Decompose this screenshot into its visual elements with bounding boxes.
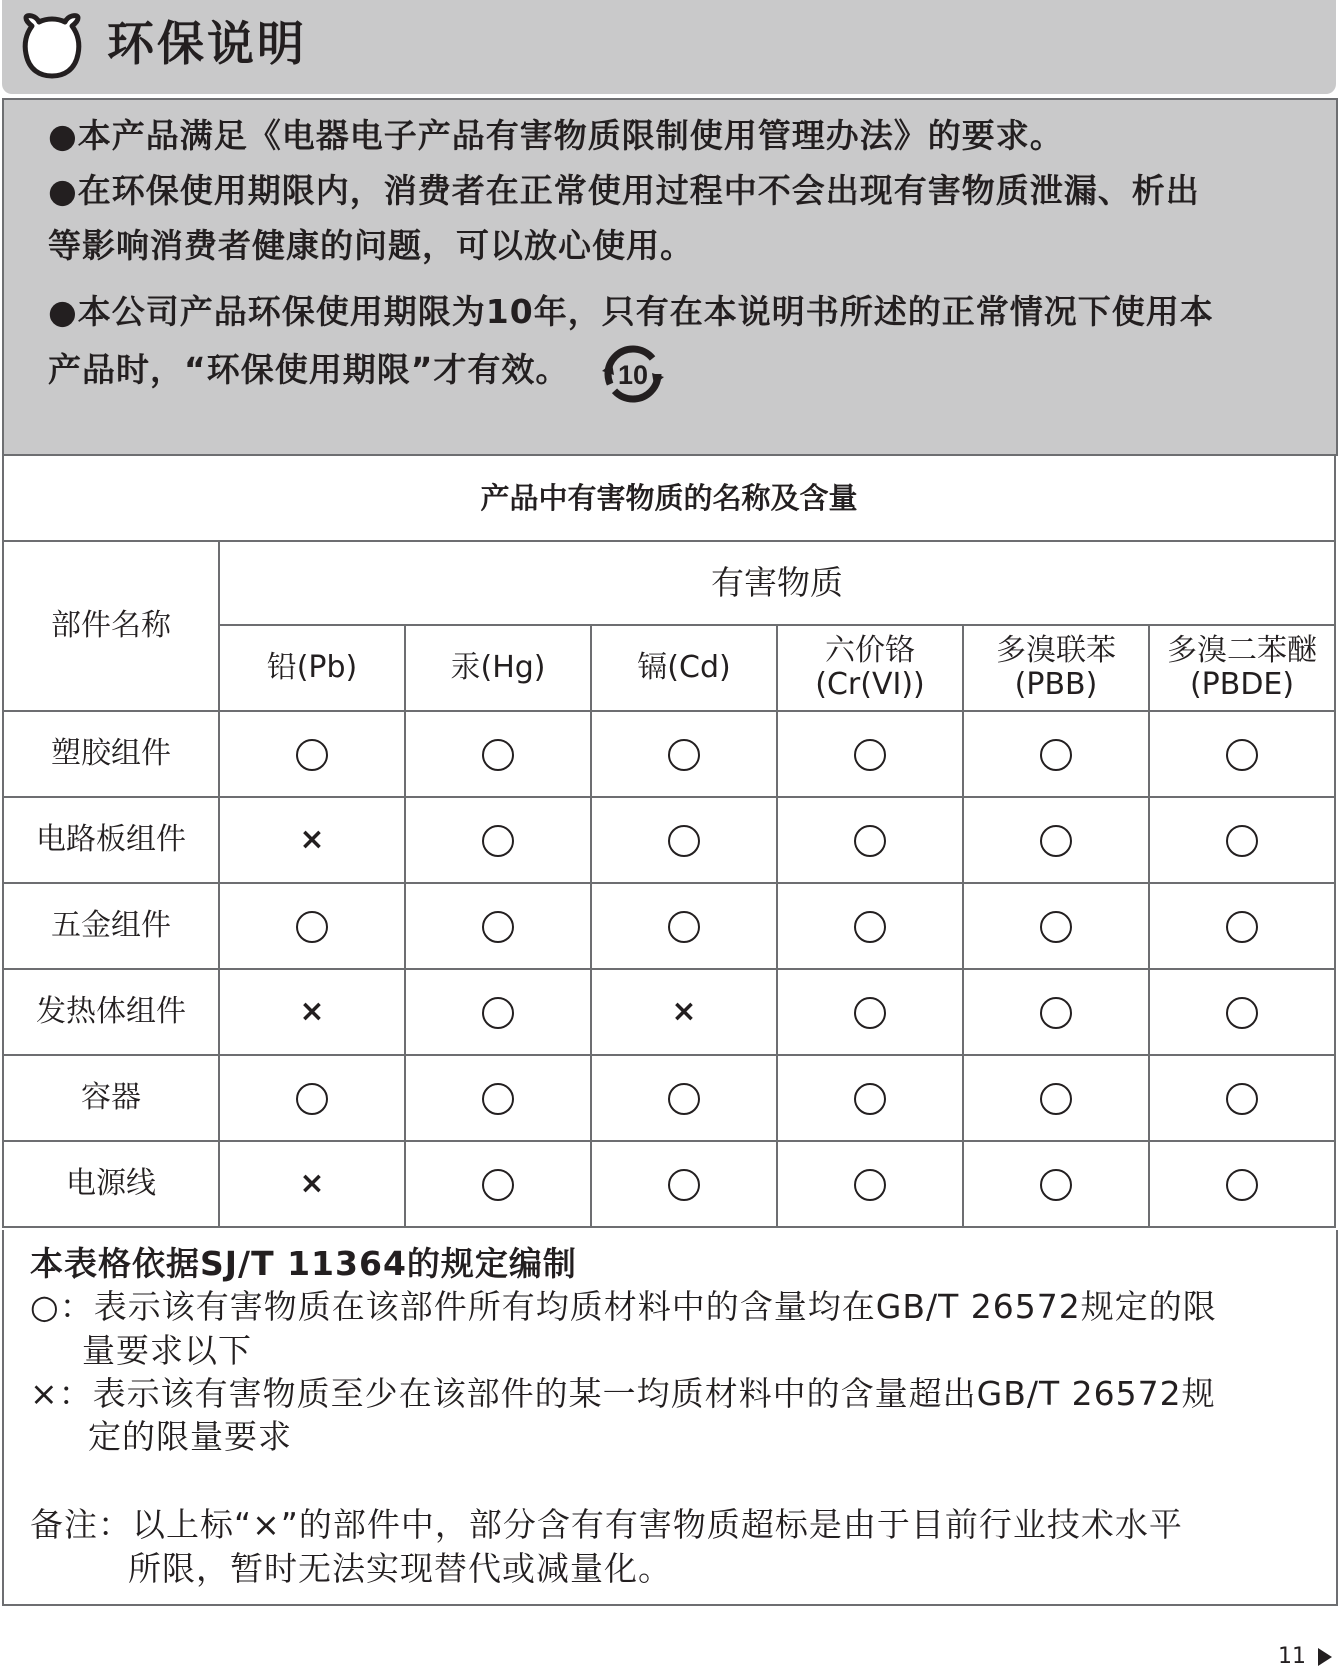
- compliant-circle-mark: [854, 997, 886, 1029]
- substance-mark-cell: [591, 797, 777, 883]
- substance-mark-cell: [1149, 711, 1335, 797]
- compliant-circle-mark: [854, 825, 886, 857]
- substance-mark-cell: [405, 797, 591, 883]
- substance-mark-cell: [963, 1055, 1149, 1141]
- remark: 备注：以上标“×”的部件中，部分含有有害物质超标是由于目前行业技术水平: [30, 1505, 1183, 1544]
- table-row: [3, 797, 1335, 883]
- substance-header-line: (PBB): [1014, 667, 1098, 702]
- substance-mark-cell: [219, 1055, 405, 1141]
- substance-mark-cell: [777, 1141, 963, 1227]
- substance-mark-cell: [963, 797, 1149, 883]
- compliant-circle-mark: [668, 739, 700, 771]
- compliant-circle-mark: [1040, 1169, 1072, 1201]
- compliant-circle-mark: [482, 825, 514, 857]
- compliant-circle-mark: [296, 911, 328, 943]
- compliant-circle-mark: [1226, 825, 1258, 857]
- compliant-circle-mark: [854, 739, 886, 771]
- compliant-circle-mark: [854, 1083, 886, 1115]
- exceeds-cross-mark: ×: [671, 994, 697, 1030]
- icon-10-label: 10: [617, 360, 649, 390]
- compliant-circle-mark: [1226, 911, 1258, 943]
- part-name-cell: 五金组件: [3, 883, 219, 969]
- compliant-circle-mark: [296, 1083, 328, 1115]
- compliant-circle-mark: [482, 911, 514, 943]
- substance-mark-cell: [1149, 797, 1335, 883]
- cross-legend-cont: 定的限量要求: [88, 1417, 292, 1456]
- substance-header-line: 汞(Hg): [450, 650, 546, 685]
- substance-mark-cell: [1149, 1055, 1335, 1141]
- compliant-circle-mark: [1040, 1083, 1072, 1115]
- table-row: [3, 711, 1335, 797]
- notice-line: ●本产品满足《电器电子产品有害物质限制使用管理办法》的要求。: [48, 116, 1064, 155]
- substance-header-line: 六价铬: [825, 633, 915, 668]
- substance-mark-cell: [777, 883, 963, 969]
- substance-header-line: 铅(Pb): [266, 650, 358, 685]
- part-name-cell: 发热体组件: [3, 969, 219, 1055]
- substance-mark-cell: [591, 711, 777, 797]
- substance-header: [963, 625, 1149, 711]
- compliant-circle-mark: [668, 825, 700, 857]
- basis-note: 本表格依据SJ/T 11364的规定编制: [30, 1244, 577, 1283]
- substance-mark-cell: [591, 883, 777, 969]
- compliant-circle-mark: [668, 1169, 700, 1201]
- table-row: [3, 1141, 1335, 1227]
- substance-mark-cell: [591, 1055, 777, 1141]
- substance-mark-cell: [591, 969, 777, 1055]
- environmental-period-10-icon: [600, 341, 666, 407]
- table-row: [3, 1055, 1335, 1141]
- compliant-circle-mark: [854, 911, 886, 943]
- compliant-circle-mark: [482, 1169, 514, 1201]
- substance-mark-cell: [219, 797, 405, 883]
- part-name-cell: 容器: [3, 1055, 219, 1141]
- substance-mark-cell: [219, 1141, 405, 1227]
- substance-header-line: 镉(Cd): [637, 650, 731, 685]
- compliant-circle-mark: [1226, 997, 1258, 1029]
- notice-line: 等影响消费者健康的问题，可以放心使用。: [48, 226, 694, 265]
- substance-mark-cell: [219, 969, 405, 1055]
- hazard-table: [2, 454, 1334, 1228]
- substance-header-line: 多溴二苯醚: [1167, 633, 1318, 668]
- header-bar: [2, 0, 1336, 94]
- next-page-arrow-icon: [1318, 1648, 1332, 1666]
- substance-group-header: 有害物质: [219, 541, 1335, 625]
- compliant-circle-mark: [854, 1169, 886, 1201]
- substance-header: [1149, 625, 1335, 711]
- substance-header-line: (PBDE): [1189, 667, 1295, 702]
- exceeds-cross-mark: ×: [299, 1166, 325, 1202]
- compliant-circle-mark: [482, 1083, 514, 1115]
- substance-mark-cell: [777, 797, 963, 883]
- substance-header-line: 多溴联苯: [996, 633, 1116, 668]
- part-name-cell: 塑胶组件: [3, 711, 219, 797]
- page-title: 环保说明: [107, 17, 307, 72]
- circle-legend: ○：表示该有害物质在该部件所有均质材料中的含量均在GB/T 26572规定的限: [30, 1287, 1217, 1326]
- compliant-circle-mark: [668, 1083, 700, 1115]
- notice-line: ●在环保使用期限内，消费者在正常使用过程中不会出现有害物质泄漏、析出: [48, 171, 1200, 210]
- table-row: [3, 969, 1335, 1055]
- exceeds-cross-mark: ×: [299, 994, 325, 1030]
- compliant-circle-mark: [1226, 1083, 1258, 1115]
- compliant-circle-mark: [1226, 739, 1258, 771]
- substance-mark-cell: [405, 1055, 591, 1141]
- substance-header-line: (Cr(VI)): [815, 667, 925, 702]
- remark-cont: 所限，暂时无法实现替代或减量化。: [128, 1549, 672, 1588]
- substance-mark-cell: [963, 969, 1149, 1055]
- compliant-circle-mark: [1040, 825, 1072, 857]
- substance-mark-cell: [963, 711, 1149, 797]
- compliant-circle-mark: [482, 997, 514, 1029]
- notice-line: ●本公司产品环保使用期限为10年，只有在本说明书所述的正常情况下使用本: [48, 292, 1214, 331]
- substance-mark-cell: [777, 969, 963, 1055]
- part-name-cell: 电源线: [3, 1141, 219, 1227]
- compliant-circle-mark: [1226, 1169, 1258, 1201]
- table-row: [3, 883, 1335, 969]
- substance-mark-cell: [405, 1141, 591, 1227]
- substance-mark-cell: [963, 1141, 1149, 1227]
- substance-mark-cell: [219, 711, 405, 797]
- compliant-circle-mark: [1040, 997, 1072, 1029]
- substance-mark-cell: [1149, 969, 1335, 1055]
- substance-mark-cell: [405, 883, 591, 969]
- substance-header: [405, 625, 591, 711]
- compliant-circle-mark: [482, 739, 514, 771]
- substance-mark-cell: [405, 711, 591, 797]
- substance-mark-cell: [963, 883, 1149, 969]
- compliant-circle-mark: [1040, 911, 1072, 943]
- substance-mark-cell: [777, 1055, 963, 1141]
- substance-header: [591, 625, 777, 711]
- notice-line: 产品时，“环保使用期限”才有效。: [48, 350, 570, 389]
- substance-mark-cell: [1149, 1141, 1335, 1227]
- cross-legend: ×：表示该有害物质至少在该部件的某一均质材料中的含量超出GB/T 26572规: [30, 1374, 1216, 1413]
- substance-mark-cell: [219, 883, 405, 969]
- compliant-circle-mark: [296, 739, 328, 771]
- substance-mark-cell: [405, 969, 591, 1055]
- exceeds-cross-mark: ×: [299, 822, 325, 858]
- bear-logo-icon: [20, 12, 84, 80]
- table-caption: 产品中有害物质的名称及含量: [3, 455, 1335, 541]
- part-header: 部件名称: [3, 541, 219, 711]
- substance-header: [777, 625, 963, 711]
- circle-legend-cont: 量要求以下: [82, 1331, 252, 1370]
- substance-mark-cell: [777, 711, 963, 797]
- compliant-circle-mark: [1040, 739, 1072, 771]
- compliant-circle-mark: [668, 911, 700, 943]
- page-number: 11: [1278, 1644, 1306, 1669]
- substance-mark-cell: [1149, 883, 1335, 969]
- substance-mark-cell: [591, 1141, 777, 1227]
- substance-header: [219, 625, 405, 711]
- part-name-cell: 电路板组件: [3, 797, 219, 883]
